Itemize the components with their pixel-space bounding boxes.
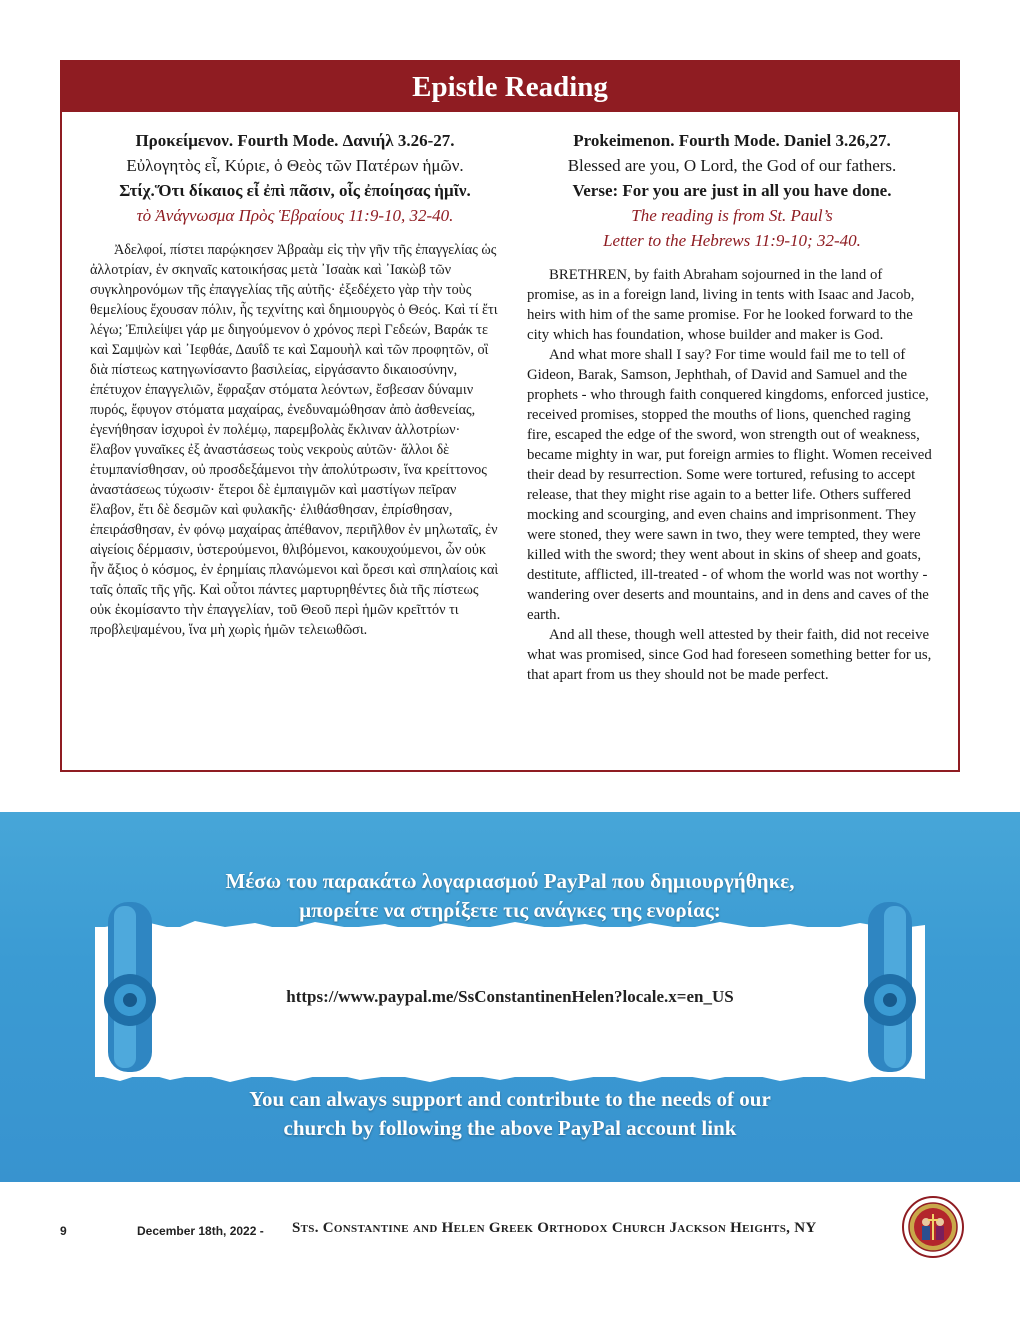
paypal-english-line-2: church by following the above PayPal account link bbox=[283, 1116, 737, 1140]
english-reading-reference-2: Letter to the Hebrews 11:9-10; 32-40. bbox=[603, 231, 861, 250]
paypal-english-line-1: You can always support and contribute to the needs of our bbox=[249, 1087, 771, 1111]
greek-reading-paragraph: Ἀδελφοί, πίστει παρῴκησεν Ἀβραὰμ εἰς τὴν γῆν τῆς ἐπαγγελίας ὡς ἀλλοτρίαν, ἐν σκηναῖς κατοικήσας μετὰ ᾿Ισαὰκ καὶ ᾿Ιακὼβ τῶν συγκληρονόμων τῆς ἐπαγγελίας τῆς αὐτῆς· ἐξεδέχετο γὰρ τὴν τοὺς θεμελίους ἔχουσαν πόλιν, ἧς τεχνίτης καὶ δημιουργὸς ὁ Θεός. Καὶ τί ἔτι λέγω; Ἐπιλείψει γάρ με διηγούμενον ὁ χρόνος περὶ Γεδεών, Βαράκ τε καὶ Σαμψὼν καὶ ᾿Ιεφθάε, Δαυΐδ τε καὶ Σαμουὴλ καὶ τῶν προφητῶν, οἳ διὰ πίστεως κατηγωνίσαντο βασιλείας, εἰργάσαντο δικαιοσύνην, ἐπέτυχον ἐπαγγελιῶν, ἔφραξαν στόματα λεόντων, ἔσβεσαν δύναμιν πυρός, ἔφυγον στόματα μαχαίρας, ἐνεδυναμώθησαν ἀπὸ ἀσθενείας, ἐγενήθησαν ἰσχυροὶ ἐν πολέμῳ, παρεμβολὰς ἔκλιναν ἀλλοτρίων· ἔλαβον γυναῖκες ἐξ ἀναστάσεως τοὺς νεκροὺς αὐτῶν· ἄλλοι δὲ ἐτυμπανίσθησαν, οὐ προσδεξάμενοι τὴν ἀπολύτρωσιν, ἵνα κρείττονος ἀναστάσεως τύχωσιν· ἕτεροι δὲ ἐμπαιγμῶν καὶ μαστίγων πεῖραν ἔλαβον, ἔτι δὲ δεσμῶν καὶ φυλακῆς· ἐλιθάσθησαν, ἐπρίσθησαν, ἐπειράσθησαν, ἐν φόνῳ μαχαίρας ἀπέθανον, περιῆλθον ἐν μηλωταῖς, ἐν αἰγείοις δέρμασιν, ὑστερούμενοι, θλιβόμενοι, κακουχούμενοι, ὧν οὐκ ἦν ἄξιος ὁ κόσμος, ἐν ἐρημίαις πλανώμενοι καὶ ὄρεσι καὶ σπηλαίοις καὶ ταῖς ὀπαῖς τῆς γῆς. Καὶ οὗτοι πάντες μαρτυρηθέντες διὰ τῆς πίστεως οὐκ ἐκομίσαντο τὴν ἐπαγγελίαν, τοῦ Θεοῦ περὶ ἡμῶν κρεῖττόν τι προβλεψαμένου, ἵνα μὴ χωρὶς ἡμῶν τελειωθῶσι. bbox=[90, 242, 499, 638]
greek-prokeimenon-text: Εὐλογητὸς εἶ, Κύριε, ὁ Θεὸς τῶν Πατέρων ἡμῶν. bbox=[126, 156, 464, 175]
footer-date: December 18th, 2022 - bbox=[137, 1224, 264, 1238]
english-paragraph-2: And what more shall I say? For time would fail me to tell of Gideon, Barak, Samson, Jephthah, of David and Samuel and the prophets - who through faith conquered kingdoms, enforced justice, received promises, stopped the mouths of lions, quenched raging fire, escaped the edge of the sword, won strength out of weakness, became mighty in war, put foreign armies to flight. Women received their dead by resurrection. Some were tortured, refusing to accept release, that they might rise again to a better life. Others suffered mocking and scourging, and even chains and imprisonment. They were stoned, they were sawn in two, they were tempted, they were killed with the sword; they went about in skins of sheep and goats, destitute, afflicted, ill-treated - of whom the world was not worthy - wandering over deserts and mountains, and in dens and caves of the earth. bbox=[527, 347, 932, 623]
english-verse: Verse: For you are just in all you have done. bbox=[572, 181, 892, 200]
torn-edge-bottom bbox=[95, 1065, 925, 1087]
greek-verse: Στίχ.Ὅτι δίκαιος εἶ ἐπὶ πᾶσιν, οἷς ἐποίησας ἡμῖν. bbox=[119, 181, 471, 200]
paypal-greek-line-2: μπορείτε να στηρίξετε τις ανάγκες της ενορίας: bbox=[299, 898, 721, 922]
epistle-title: Epistle Reading bbox=[62, 62, 958, 112]
paypal-greek-line-1: Μέσω του παρακάτω λογαριασμού PayPal που δημιουργήθηκε, bbox=[225, 869, 795, 893]
paypal-english-message bbox=[0, 1085, 1020, 1143]
english-prokeimenon-text: Blessed are you, O Lord, the God of our fathers. bbox=[567, 156, 897, 175]
english-reading-reference-1: The reading is from St. Paul’s bbox=[631, 206, 833, 225]
greek-reading-body bbox=[90, 240, 500, 640]
greek-reading-reference: τὸ Ἀνάγνωσμα Πρὸς Ἑβραίους 11:9-10, 32-40. bbox=[136, 206, 454, 225]
greek-column bbox=[90, 128, 500, 640]
paypal-link[interactable]: https://www.paypal.me/SsConstantinenHelen?locale.x=en_US bbox=[286, 987, 734, 1006]
paypal-greek-message bbox=[0, 867, 1020, 925]
epistle-section bbox=[60, 60, 960, 772]
greek-prokeimenon: Προκείμενον. Fourth Mode. Δανιήλ 3.26-27. bbox=[135, 131, 455, 150]
english-paragraph-3: And all these, though well attested by their faith, did not receive what was promised, since God had foreseen something better for us, that apart from us they should not be made perfect. bbox=[527, 627, 932, 683]
greek-heading bbox=[90, 128, 500, 228]
church-seal-icon bbox=[902, 1196, 964, 1258]
page-number: 9 bbox=[60, 1224, 67, 1238]
english-column bbox=[527, 128, 937, 685]
english-reading-body bbox=[527, 265, 937, 685]
footer-church-name: Sts. Constantine and Helen Greek Orthodox Church Jackson Heights, NY bbox=[292, 1220, 817, 1236]
english-paragraph-1: BRETHREN, by faith Abraham sojourned in the land of promise, as in a foreign land, living in tents with Isaac and Jacob, heirs with him of the same promise. For he looked forward to the city which has foundation, whose builder and maker is God. bbox=[527, 267, 915, 343]
page-footer bbox=[0, 1218, 1020, 1248]
english-prokeimenon: Prokeimenon. Fourth Mode. Daniel 3.26,27. bbox=[573, 131, 891, 150]
english-heading bbox=[527, 128, 937, 253]
paypal-banner bbox=[0, 812, 1020, 1182]
